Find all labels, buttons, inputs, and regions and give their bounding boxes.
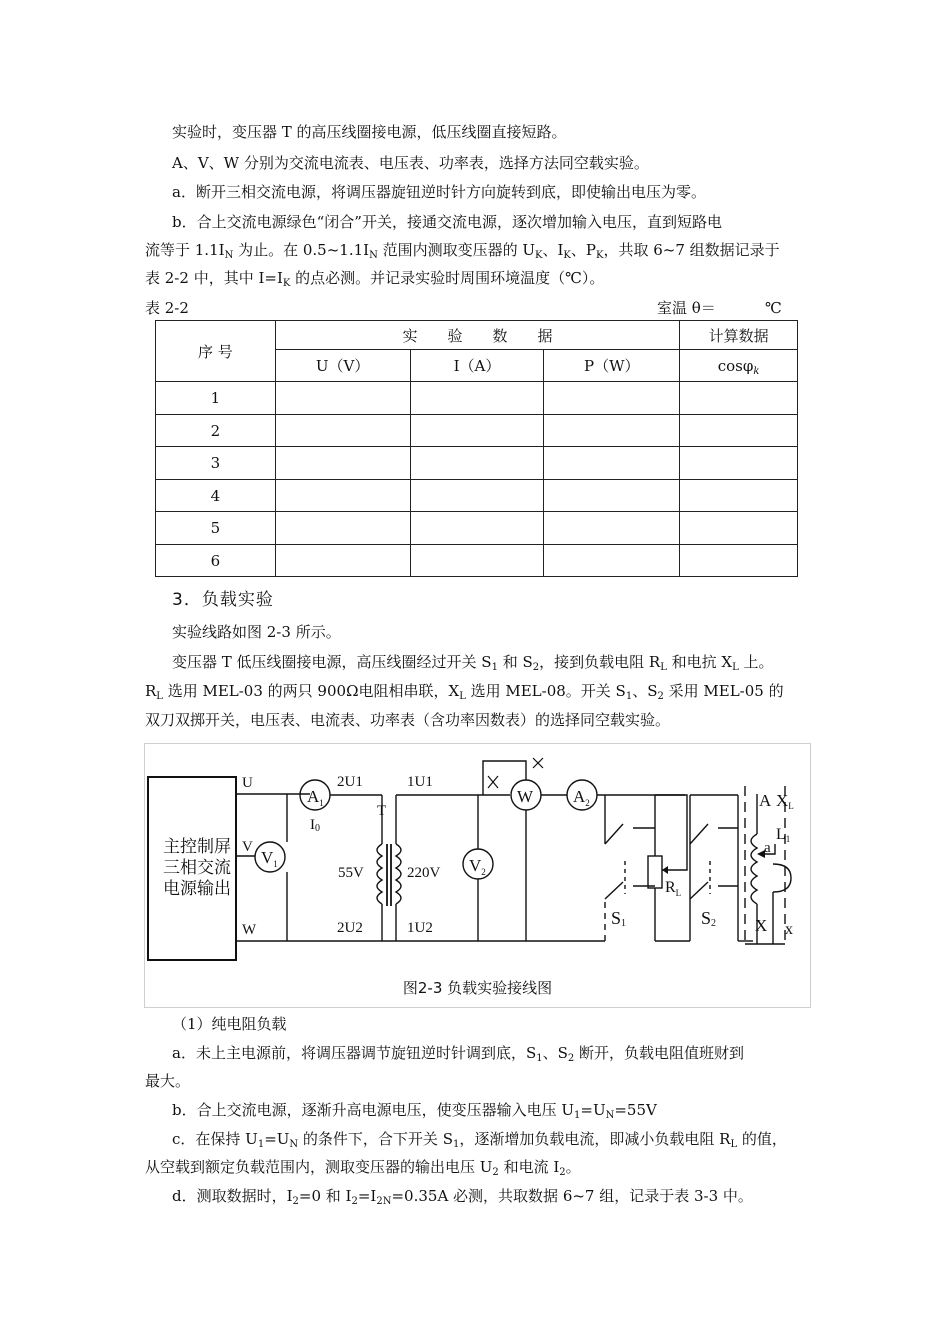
label-u: U: [242, 775, 253, 791]
para-line: 实验线路如图 2-3 所示。: [172, 623, 341, 641]
header-experiment: 实 验 数 据: [275, 321, 679, 350]
label-v: V: [242, 839, 253, 855]
label-t: T: [377, 803, 387, 819]
text: 为止。在 0.5~1.1I: [233, 241, 370, 259]
subscript: N: [369, 250, 378, 261]
inductor-xl: [751, 834, 757, 904]
cell: [410, 382, 544, 415]
text: =0 和 I: [298, 1187, 352, 1205]
cell: [544, 480, 680, 512]
subscript: 1: [257, 1139, 265, 1150]
secondary-coil: [396, 844, 401, 904]
cell: [410, 512, 544, 545]
cell: [410, 447, 544, 480]
a2-label: A: [573, 787, 586, 806]
header-cos: [680, 350, 798, 382]
text: 、P: [570, 241, 596, 259]
text: 流等于 1.1I: [145, 241, 225, 259]
i0-sub: 0: [315, 823, 320, 834]
i0-label: I: [310, 817, 315, 833]
svg-text:S1: [611, 908, 626, 929]
row-number: 3: [156, 447, 276, 480]
box-label-2: 三相交流: [163, 858, 231, 878]
svg-text:V2: [469, 856, 486, 877]
subscript: 1: [491, 662, 498, 673]
text: 的值，: [737, 1130, 787, 1148]
para-line: [172, 1100, 657, 1120]
s2-sub: 2: [711, 918, 717, 929]
label-1u2: 1U2: [407, 920, 433, 936]
subscript: 2: [351, 1196, 358, 1207]
subscript: L: [459, 691, 466, 702]
cell: [410, 415, 544, 447]
cell: [544, 415, 680, 447]
a1-label: A: [307, 787, 320, 806]
svg-text:RL: [665, 879, 681, 898]
text: =U: [580, 1101, 606, 1119]
svg-text:L1: [776, 826, 790, 844]
subscript: 2: [657, 691, 664, 702]
subscript: 1: [452, 1139, 460, 1150]
subscript: N: [289, 1139, 299, 1150]
subscript: 1: [574, 1110, 581, 1121]
subscript: L: [732, 662, 739, 673]
para-line: 最大。: [145, 1072, 191, 1090]
l1-sub: 1: [785, 834, 791, 844]
cell: [275, 545, 410, 577]
label-55v: 55V: [338, 865, 364, 881]
label-220v: 220V: [407, 865, 441, 881]
cell: [544, 447, 680, 480]
xl-label: X: [776, 791, 789, 810]
room-temp-label: 室温 θ＝: [657, 299, 716, 317]
para-line: [172, 652, 774, 672]
subscript: K: [282, 278, 291, 289]
svg-text:XL: [776, 791, 794, 811]
tap-a-label: a: [764, 840, 771, 856]
header-p: P（W）: [544, 350, 680, 382]
row-number: 5: [156, 512, 276, 545]
s1-label: S: [611, 908, 622, 928]
cell: [680, 480, 798, 512]
cell: [680, 382, 798, 415]
text: 选用 MEL-08。开关 S: [465, 682, 626, 700]
cell: [275, 480, 410, 512]
rl-sub: L: [675, 888, 682, 898]
cell: [544, 545, 680, 577]
subscript: L: [730, 1139, 738, 1150]
cell: [275, 382, 410, 415]
para-line: 双刀双掷开关，电压表、电流表、功率表（含功率因数表）的选择同空载实验。: [145, 711, 671, 729]
l1-label: L: [776, 826, 786, 843]
s2-label: S: [701, 908, 712, 928]
rl-label: R: [665, 879, 676, 896]
subscript: K: [596, 250, 604, 261]
svg-text:A2: [573, 787, 590, 808]
text: c．在保持 U: [172, 1130, 258, 1148]
svg-text:I0: [310, 817, 320, 834]
text: a．未上主电源前，将调压器调节旋钮逆时针调到底，S: [172, 1044, 537, 1062]
cell: [275, 415, 410, 447]
text: 的条件下，合下开关 S: [298, 1130, 453, 1148]
cell: [275, 512, 410, 545]
para-line: 实验时，变压器 T 的高压线圈接电源，低压线圈直接短路。: [172, 123, 567, 141]
text: =0.35A 必测，共取数据 6~7 组，记录于表 3-3 中。: [391, 1187, 753, 1205]
header-u: U（V）: [275, 350, 410, 382]
text: 采用 MEL-05 的: [663, 682, 784, 700]
section-heading: 3．负载实验: [172, 590, 274, 610]
v1-sub: 1: [273, 859, 278, 869]
subscript: 2: [559, 1167, 566, 1178]
v1-label: V: [261, 848, 274, 867]
a1-sub: 1: [319, 798, 324, 808]
para-line: b．合上交流电源绿色“闭合”开关，接通交流电源，逐次增加输入电压，直到短路电: [172, 213, 722, 231]
text: 上。: [738, 653, 774, 671]
text: 范围内测取变压器的 U: [377, 241, 535, 259]
label-2u1: 2U1: [337, 774, 363, 790]
para-line: [172, 1043, 744, 1063]
subscript: k: [753, 365, 760, 377]
header-calc: 计算数据: [680, 321, 798, 350]
svg-text:A1: [307, 787, 324, 808]
v2-label: V: [469, 856, 482, 875]
row-number: 4: [156, 480, 276, 512]
text: 和电抗 X: [666, 653, 733, 671]
text: 变压器 T 低压线圈接电源，高压线圈经过开关 S: [172, 653, 492, 671]
cell: [680, 447, 798, 480]
text: ，接到负载电阻 R: [539, 653, 661, 671]
text: 。: [565, 1158, 581, 1176]
para-line: [145, 681, 784, 701]
subscript: L: [156, 691, 163, 702]
label-2u2: 2U2: [337, 920, 363, 936]
subscript: 1: [625, 691, 633, 702]
subscript: L: [660, 662, 667, 673]
text: 的点必测。并记录实验时周围环境温度（℃）。: [290, 269, 605, 287]
subscript: 2: [292, 1196, 299, 1207]
subscript: 1: [536, 1053, 543, 1064]
xl-sub: L: [788, 801, 794, 811]
room-temp-unit: ℃: [765, 299, 782, 317]
table-label: 表 2-2: [145, 299, 189, 317]
subscript: N: [605, 1110, 615, 1121]
para-line: A、V、W 分别为交流电流表、电压表、功率表，选择方法同空载实验。: [172, 154, 649, 172]
para-line: [145, 240, 780, 260]
header-i: I（A）: [410, 350, 544, 382]
text: 断开，负载电阻值班财到: [574, 1044, 745, 1062]
a2-sub: 2: [585, 798, 590, 808]
cell: [410, 545, 544, 577]
text: 、S: [542, 1044, 568, 1062]
xa-label: A: [759, 791, 772, 810]
subscript: 2N: [376, 1196, 392, 1207]
text: 选用 MEL-03 的两只 900Ω电阻相串联，X: [162, 682, 460, 700]
text: =U: [264, 1130, 290, 1148]
text: R: [145, 682, 157, 700]
label-1u1: 1U1: [407, 774, 433, 790]
text: ，逐渐增加负载电流，即减小负载电阻 R: [459, 1130, 731, 1148]
cell: [544, 512, 680, 545]
text: 从空载到额定负载范围内，测取变压器的输出电压 U: [145, 1158, 493, 1176]
box-label-3: 电源输出: [163, 879, 231, 899]
row-number: 2: [156, 415, 276, 447]
subscript: K: [535, 250, 543, 261]
svg-text:S2: [701, 908, 716, 929]
text: 和 S: [497, 653, 533, 671]
para-line: a．断开三相交流电源，将调压器旋钮逆时针方向旋转到底，即使输出电压为零。: [172, 183, 706, 201]
subscript: 2: [532, 662, 540, 673]
text: d．测取数据时，I: [172, 1187, 293, 1205]
x-big-label: X: [755, 916, 768, 935]
subsection-title: （1）纯电阻负载: [172, 1015, 287, 1033]
para-line: [145, 268, 604, 288]
text: 和电流 I: [498, 1158, 560, 1176]
row-number: 6: [156, 545, 276, 577]
cell: [275, 447, 410, 480]
label-w: W: [242, 922, 257, 938]
s1-sub: 1: [621, 918, 627, 929]
w-label: W: [517, 787, 534, 806]
text: 、I: [542, 241, 564, 259]
para-line: [172, 1186, 753, 1206]
row-number: 1: [156, 382, 276, 415]
cell: [680, 545, 798, 577]
text: ，共取 6~7 组数据记录于: [603, 241, 780, 259]
text: =55V: [614, 1101, 657, 1119]
cell: [680, 512, 798, 545]
text: 表 2-2 中，其中 I=I: [145, 269, 283, 287]
subscript: 2: [567, 1053, 575, 1064]
v2-sub: 2: [481, 867, 486, 877]
text: b．合上交流电源，逐渐升高电源电压，使变压器输入电压 U: [172, 1101, 575, 1119]
para-line: [145, 1157, 581, 1177]
circuit-diagram: [145, 744, 810, 1007]
x-small-label: x: [785, 921, 793, 938]
subscript: 2: [492, 1167, 499, 1178]
box-label-1: 主控制屏: [163, 837, 231, 857]
subscript: K: [563, 250, 571, 261]
text: cosφ: [717, 356, 754, 375]
data-table: [155, 320, 798, 577]
resistor-rl: [648, 856, 662, 888]
text: =I: [357, 1187, 377, 1205]
subscript: N: [224, 250, 234, 261]
svg-text:V1: [261, 848, 278, 869]
cell: [544, 382, 680, 415]
primary-coil: [377, 844, 382, 904]
header-seq: 序 号: [156, 321, 276, 382]
circuit-figure: [144, 743, 811, 1008]
cell: [410, 480, 544, 512]
text: 、S: [632, 682, 658, 700]
figure-caption: 图2-3 负载实验接线图: [402, 979, 553, 997]
para-line: [172, 1129, 787, 1149]
cell: [680, 415, 798, 447]
